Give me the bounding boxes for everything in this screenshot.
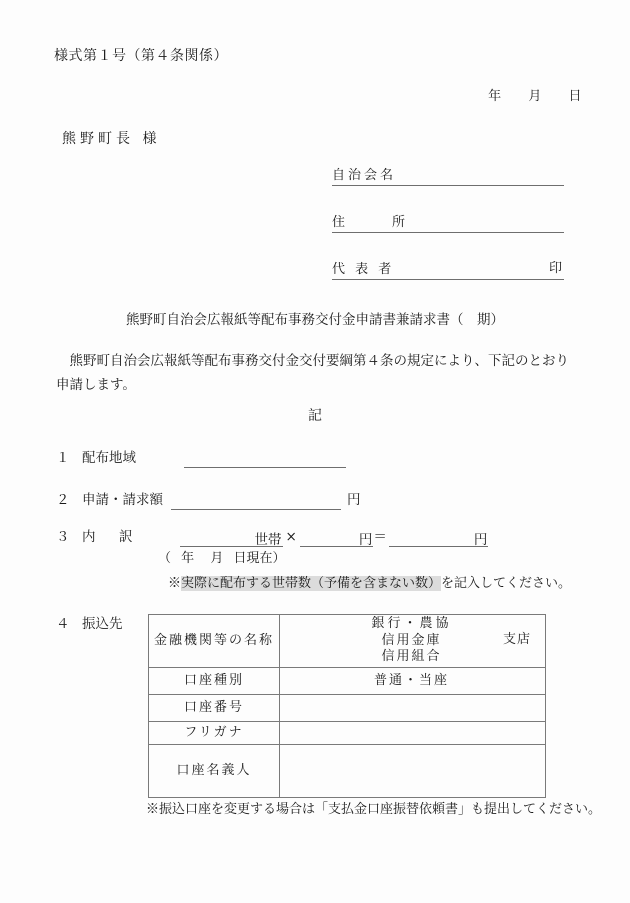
as-of-day-label: 日現在） [233,551,286,566]
document-title: 熊野町自治会広報紙等配布事務交付金申請書兼請求書（ 期） [126,312,504,328]
body-paragraph: 熊野町自治会広報紙等配布事務交付金交付要綱第４条の規定により、下記のとおり申請します。 [56,353,569,393]
item3-equals-operator: ＝ [373,529,387,545]
date-line [477,87,582,107]
item3-number: ３ [56,529,70,545]
item1-input-rule[interactable] [184,451,346,468]
item3-rate-unit: 円 [358,532,373,549]
row-label-institution-name: 金融機関等の名称 [149,615,280,668]
field-address[interactable] [332,210,564,233]
item4-number: ４ [56,616,70,632]
institution-option-shinyou-kumiai[interactable]: 信用組合 [381,649,442,665]
item3-note [168,574,571,594]
applicant-fields [332,163,564,304]
row-label-account-holder: 口座名義人 [149,745,280,798]
row-value-furigana[interactable] [280,722,546,745]
item2-label: 申請・請求額 [82,492,163,508]
row-label-account-number: 口座番号 [149,695,280,722]
field-representative[interactable] [332,257,564,280]
seal-mark: 印 [548,260,562,276]
note-mark: ※ [168,576,182,591]
item1-number: １ [56,450,70,466]
table-row-account-number [149,695,546,722]
item3-as-of-date [158,549,285,569]
table-row-institution-name [149,615,546,668]
table-row-account-type [149,668,546,695]
item3-total-input[interactable] [389,530,473,547]
item-distribution-area [56,448,346,468]
date-month-label: 月 [528,89,542,104]
row-value-account-type[interactable]: 普通・当座 [280,668,546,695]
item1-label: 配布地域 [82,450,136,466]
row-value-account-number[interactable] [280,695,546,722]
field-label-address: 住 所 [332,214,413,230]
item2-number: ２ [56,492,70,508]
item-transfer-destination [56,614,123,634]
form-number: 様式第１号（第４条関係） [54,48,228,64]
field-association-name[interactable] [332,163,564,186]
as-of-open-paren: （ [158,551,172,566]
item3-label: 内 訳 [82,529,138,545]
row-value-institution-name[interactable] [280,615,546,668]
row-label-account-type: 口座種別 [149,668,280,695]
item4-label: 振込先 [82,616,123,632]
date-day-label: 日 [568,89,582,104]
institution-type-options [286,616,537,666]
item3-total-unit: 円 [473,532,488,549]
table-row-furigana [149,722,546,745]
institution-option-bank-noukyou[interactable]: 銀行・農協 [371,616,452,632]
field-label-association-name: 自治会名 [332,167,397,183]
item2-input-rule[interactable] [171,493,341,510]
as-of-year-label: 年 [181,551,195,566]
item3-multiply-operator: × [285,529,297,545]
ki-marker: 記 [308,408,322,424]
field-label-representative: 代 表 者 [332,261,395,277]
branch-label: 支店 [502,632,531,648]
item-request-amount [56,490,361,510]
item3-rate-input[interactable] [300,530,358,547]
institution-option-shinyou-kinko[interactable]: 信用金庫 [381,632,442,648]
item3-households-input[interactable] [180,530,254,547]
note-tail-text: を記入してください。 [441,576,572,591]
bank-account-table [148,614,546,798]
date-year-label: 年 [488,89,502,104]
row-value-account-holder[interactable] [280,745,546,798]
item-breakdown [56,527,488,547]
note-highlighted-text: 実際に配布する世帯数（予備を含まない数） [181,576,442,591]
table-row-account-holder [149,745,546,798]
item3-households-unit: 世帯 [254,532,282,549]
addressee: 熊野町長 様 [62,131,161,147]
as-of-month-label: 月 [210,551,224,566]
footer-note: ※振込口座を変更する場合は「支払金口座振替依頼書」も提出してください。 [146,802,602,817]
row-label-furigana: フリガナ [149,722,280,745]
item2-unit-yen: 円 [347,492,361,508]
